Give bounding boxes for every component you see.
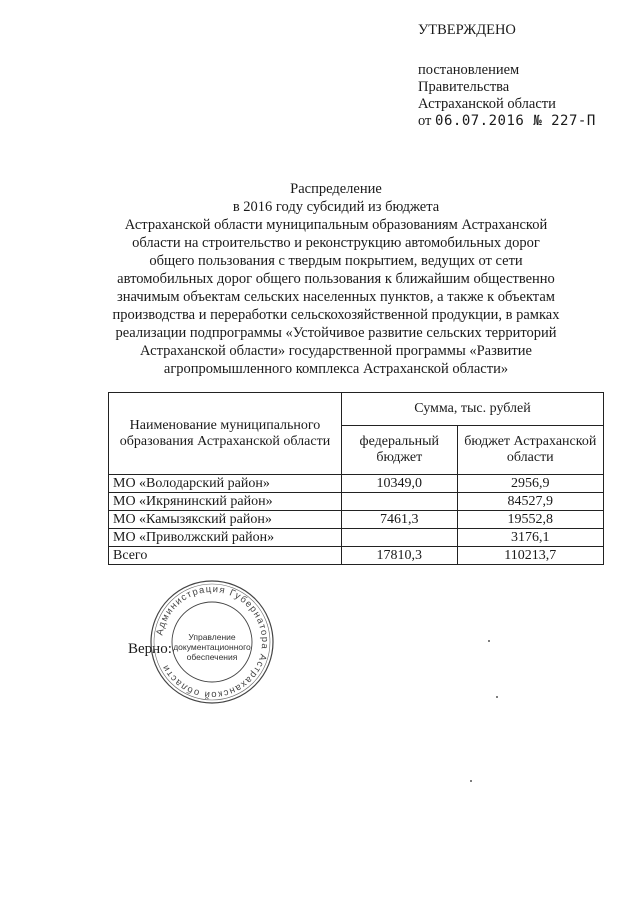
seal-inner-line: Управление	[188, 632, 236, 642]
cell-name: МО «Володарский район»	[109, 475, 342, 493]
cell-regional: 84527,9	[457, 493, 603, 511]
approval-heading: УТВЕРЖДЕНО	[418, 22, 516, 38]
cell-federal: 7461,3	[342, 511, 458, 529]
title-line: области на строительство и реконструкцию автомобильных дорог	[132, 235, 540, 251]
seal-inner-line: обеспечения	[186, 652, 238, 662]
approval-block	[418, 22, 596, 130]
header-sum: Сумма, тыс. рублей	[342, 393, 604, 426]
cell-federal: 10349,0	[342, 475, 458, 493]
cell-federal	[342, 493, 458, 511]
cell-regional: 3176,1	[457, 529, 603, 547]
cell-name: Всего	[109, 547, 342, 565]
official-seal	[148, 578, 276, 706]
cell-regional: 2956,9	[457, 475, 603, 493]
title-line: значимым объектам сельских населенных пунктов, а также к объектам	[117, 289, 555, 305]
title-line: реализации подпрограммы «Устойчивое развитие сельских территорий	[115, 325, 557, 341]
cell-regional: 19552,8	[457, 511, 603, 529]
scan-speck	[470, 780, 472, 782]
date-prefix: от	[418, 113, 436, 129]
subsidy-table	[108, 392, 604, 565]
cell-federal	[342, 529, 458, 547]
cell-federal: 17810,3	[342, 547, 458, 565]
number-sign: №	[524, 113, 552, 129]
approval-line: постановлением	[418, 62, 520, 78]
title-line: автомобильных дорог общего пользования к ближайшим общественно	[117, 271, 555, 287]
scan-speck	[496, 696, 498, 698]
seal-inner-line: документационного	[173, 642, 251, 652]
title-line: Астраханской области» государственной программы «Развитие	[140, 343, 532, 359]
header-federal: федеральный бюджет	[342, 426, 458, 475]
approval-number: 227-П	[551, 113, 596, 129]
cell-name: МО «Камызякский район»	[109, 511, 342, 529]
table-row	[109, 475, 604, 493]
approval-date: 06.07.2016	[435, 113, 525, 129]
approval-line: Астраханской области	[418, 96, 556, 112]
title-line: агропромышленного комплекса Астраханской области»	[163, 361, 509, 377]
header-municipality: Наименование муниципального образования Астраханской области	[109, 393, 342, 475]
table-row-total	[109, 547, 604, 565]
title-line: производства и переработки сельскохозяйственной продукции, в рамках	[112, 307, 560, 323]
seal-ring-text: Администрация Губернатора Астраханской области	[154, 583, 271, 701]
cell-name: МО «Икрянинский район»	[109, 493, 342, 511]
document-title	[100, 180, 572, 378]
scan-speck	[488, 640, 490, 642]
approval-line: Правительства	[418, 79, 510, 95]
table-row	[109, 493, 604, 511]
cell-name: МО «Приволжский район»	[109, 529, 342, 547]
approval-date-line	[418, 113, 596, 130]
table-row	[109, 511, 604, 529]
title-line: в 2016 году субсидий из бюджета	[232, 199, 440, 215]
title-line: Распределение	[290, 181, 382, 197]
title-line: общего пользования с твердым покрытием, ведущих от сети	[149, 253, 523, 269]
certification-label: Верно:	[128, 641, 172, 657]
title-line: Астраханской области муниципальным образованиям Астраханской	[124, 217, 548, 233]
seal-inner-text	[172, 632, 252, 662]
cell-regional: 110213,7	[457, 547, 603, 565]
header-regional: бюджет Астраханской области	[457, 426, 603, 475]
table-row	[109, 529, 604, 547]
